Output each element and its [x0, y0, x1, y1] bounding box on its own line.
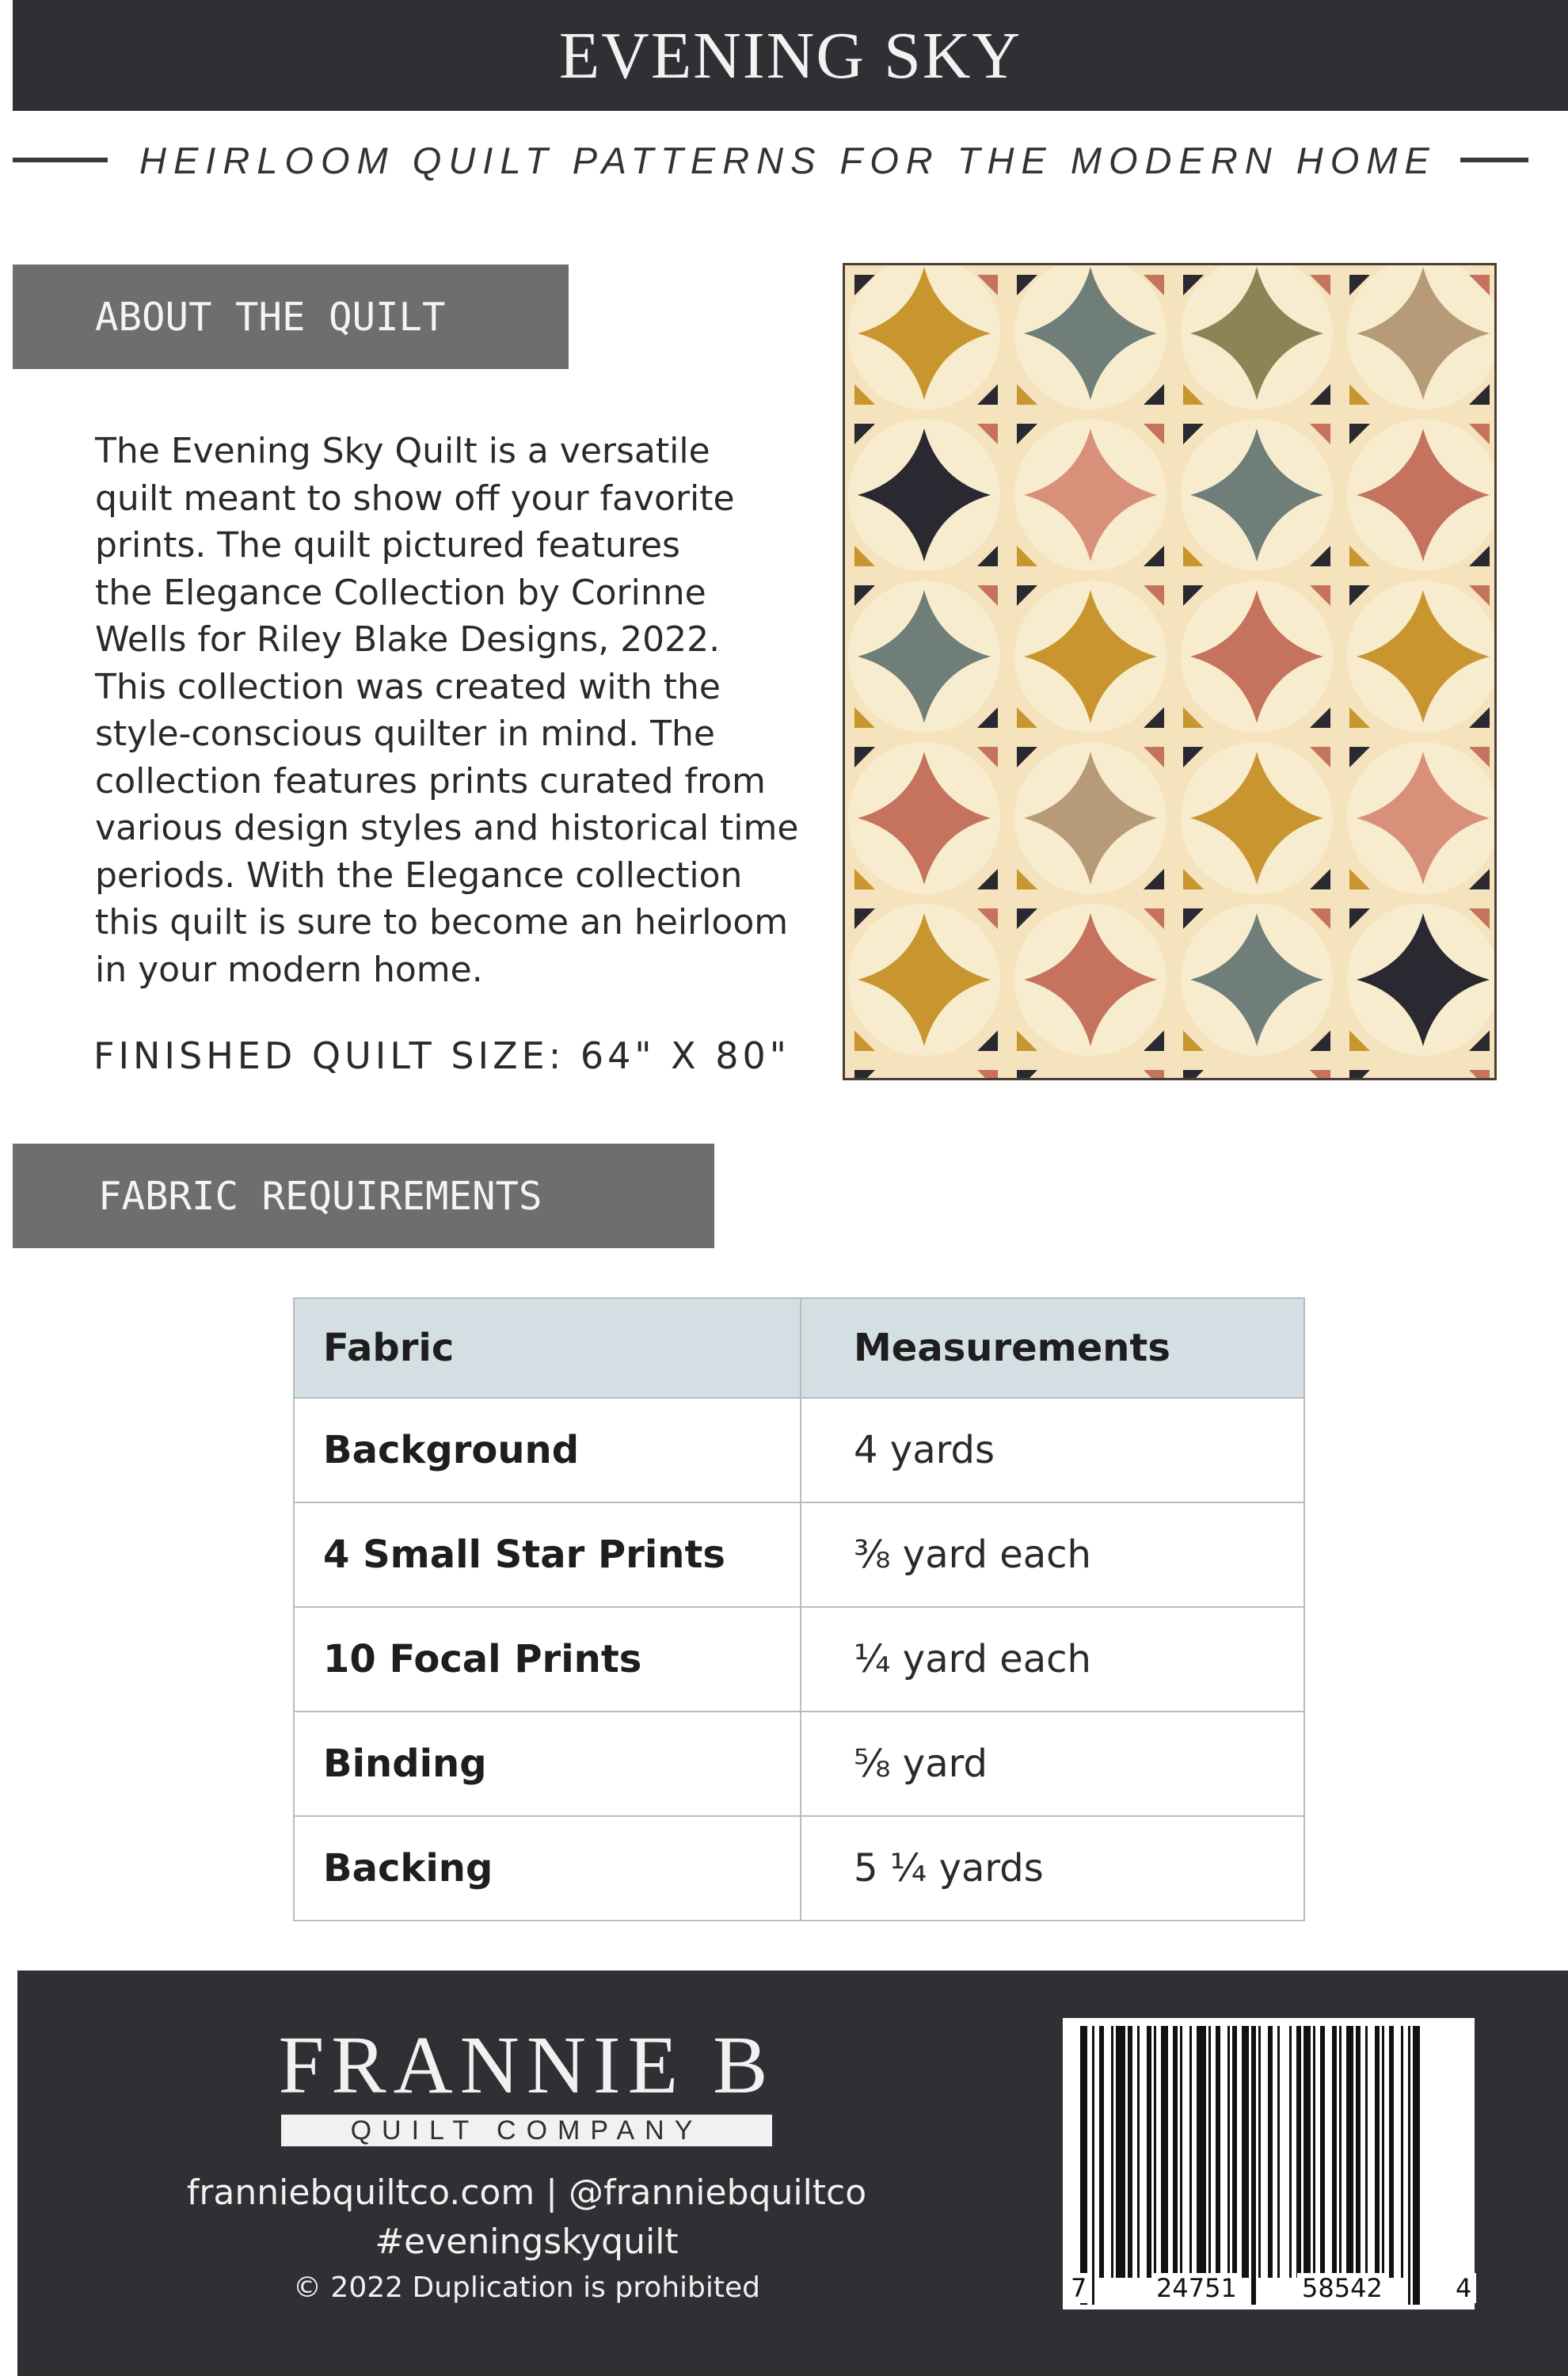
- about-section-label: ABOUT THE QUILT: [13, 265, 569, 369]
- quilt-small-star-piece: [1017, 1030, 1037, 1051]
- quilt-small-star-piece: [1183, 747, 1204, 767]
- quilt-small-star-piece: [1183, 384, 1204, 405]
- quilt-small-star-piece: [1310, 424, 1330, 444]
- quilt-small-star-piece: [1310, 546, 1330, 566]
- barcode-bar: [1189, 2026, 1192, 2278]
- barcode-bar: [1356, 2026, 1361, 2278]
- quilt-small-star-piece: [977, 546, 998, 566]
- barcode-bar: [1251, 2026, 1256, 2305]
- barcode-digit-group: 58542: [1297, 2273, 1387, 2303]
- quilt-small-star-piece: [1310, 908, 1330, 929]
- copyright: © 2022 Duplication is prohibited: [292, 2271, 761, 2304]
- about-line: in your modern home.: [95, 949, 483, 990]
- barcode-bar: [1216, 2026, 1220, 2278]
- table-row: [294, 1712, 1304, 1816]
- quilt-small-star-piece: [1183, 424, 1204, 444]
- quilt-small-star-piece: [1144, 707, 1164, 728]
- measurement-cell: ⅝ yard: [801, 1712, 1304, 1816]
- barcode-bar: [1227, 2026, 1230, 2278]
- barcode-bar: [1389, 2026, 1394, 2278]
- quilt-small-star-piece: [1183, 546, 1204, 566]
- table-header-row: [294, 1298, 1304, 1398]
- quilt-small-star-piece: [977, 1030, 998, 1051]
- barcode-bar: [1137, 2026, 1140, 2278]
- about-line: This collection was created with the: [95, 666, 721, 707]
- page-title: EVENING SKY: [558, 18, 1022, 93]
- measurement-cell: ⅜ yard each: [801, 1502, 1304, 1607]
- quilt-small-star-piece: [977, 707, 998, 728]
- brand-subtitle: QUILT COMPANY: [281, 2115, 772, 2146]
- barcode-bar: [1413, 2026, 1420, 2305]
- barcode-bar: [1173, 2026, 1178, 2278]
- fabric-cell: 10 Focal Prints: [294, 1607, 801, 1712]
- barcode-bar: [1332, 2026, 1337, 2278]
- quilt-small-star-piece: [1310, 707, 1330, 728]
- barcode-bar: [1346, 2026, 1353, 2278]
- hashtag: #eveningskyquilt: [375, 2222, 679, 2262]
- quilt-small-star-piece: [1310, 384, 1330, 405]
- quilt-small-star-piece: [977, 1070, 998, 1080]
- barcode-digit-group: 4: [1451, 2273, 1476, 2303]
- quilt-small-star-piece: [1349, 424, 1370, 444]
- barcode-bar: [1128, 2026, 1132, 2278]
- table-row: [294, 1502, 1304, 1607]
- tagline: HEIRLOOM QUILT PATTERNS FOR THE MODERN HOME: [139, 139, 1437, 181]
- quilt-small-star-piece: [977, 384, 998, 405]
- barcode-bar: [1339, 2026, 1342, 2278]
- about-line: various design styles and historical time: [95, 808, 799, 848]
- quilt-small-star-piece: [1144, 384, 1164, 405]
- quilt-small-star-piece: [1183, 908, 1204, 929]
- quilt-illustration: [845, 265, 1497, 1080]
- fabric-cell: Binding: [294, 1712, 801, 1816]
- about-line: The Evening Sky Quilt is a versatile: [95, 431, 710, 471]
- barcode-bar: [1258, 2026, 1261, 2278]
- quilt-small-star-piece: [1310, 869, 1330, 889]
- about-line: this quilt is sure to become an heirloom: [95, 902, 789, 942]
- barcode-bar: [1375, 2026, 1380, 2278]
- quilt-small-star-piece: [1144, 1030, 1164, 1051]
- barcode-bar: [1180, 2026, 1182, 2278]
- finished-quilt-size: FINISHED QUILT SIZE: 64" X 80": [93, 1034, 790, 1077]
- barcode-bar: [1099, 2026, 1104, 2278]
- quilt-small-star-piece: [1144, 1070, 1164, 1080]
- quilt-small-star-piece: [1349, 869, 1370, 889]
- quilt-small-star-piece: [1017, 1070, 1037, 1080]
- about-line: style-conscious quilter in mind. The: [95, 714, 715, 754]
- barcode-bar: [1408, 2026, 1410, 2305]
- quilt-small-star-piece: [1183, 1070, 1204, 1080]
- fabric-cell: Backing: [294, 1816, 801, 1921]
- quilt-small-star-piece: [1017, 869, 1037, 889]
- fabric-cell: Background: [294, 1398, 801, 1502]
- barcode-bar: [1365, 2026, 1368, 2278]
- website-social: franniebquiltco.com | @franniebquiltco: [186, 2172, 867, 2213]
- barcode-bar: [1296, 2026, 1301, 2278]
- quilt-small-star-piece: [1310, 1070, 1330, 1080]
- quilt-small-star-piece: [977, 908, 998, 929]
- barcode-bar: [1111, 2026, 1113, 2278]
- barcode-bar: [1232, 2026, 1237, 2278]
- quilt-small-star-piece: [1349, 1030, 1370, 1051]
- barcode-bar: [1268, 2026, 1273, 2278]
- barcode-bar: [1277, 2026, 1280, 2278]
- barcode-bar: [1382, 2026, 1384, 2278]
- table-row: [294, 1398, 1304, 1502]
- column-header-fabric: Fabric: [294, 1298, 801, 1398]
- quilt-small-star-piece: [1183, 869, 1204, 889]
- quilt-small-star-piece: [1349, 546, 1370, 566]
- barcode-bar: [1320, 2026, 1325, 2278]
- quilt-small-star-piece: [1017, 908, 1037, 929]
- quilt-small-star-piece: [1183, 585, 1204, 606]
- barcode-digits: [1063, 2273, 1475, 2305]
- measurement-cell: ¼ yard each: [801, 1607, 1304, 1712]
- barcode-bar: [1080, 2026, 1087, 2305]
- quilt-small-star-piece: [1017, 707, 1037, 728]
- fabric-cell: 4 Small Star Prints: [294, 1502, 801, 1607]
- barcode-bar: [1197, 2026, 1206, 2278]
- quilt-small-star-piece: [1349, 585, 1370, 606]
- barcode-bar: [1208, 2026, 1211, 2278]
- quilt-small-star-piece: [1349, 747, 1370, 767]
- quilt-small-star-piece: [1310, 585, 1330, 606]
- barcode-bar: [1154, 2026, 1156, 2278]
- quilt-small-star-piece: [977, 869, 998, 889]
- quilt-small-star-piece: [1017, 546, 1037, 566]
- barcode-bar: [1147, 2026, 1151, 2278]
- quilt-small-star-piece: [1310, 747, 1330, 767]
- quilt-small-star-piece: [1469, 1070, 1490, 1080]
- barcode: [1063, 2018, 1475, 2309]
- about-line: quilt meant to show off your favorite: [95, 478, 735, 519]
- quilt-small-star-piece: [1017, 747, 1037, 767]
- tagline-row: [13, 136, 1568, 184]
- barcode-bar: [1161, 2026, 1168, 2278]
- brand-logo: [269, 2020, 784, 2146]
- barcode-bars: [1063, 2018, 1475, 2309]
- measurement-cell: 4 yards: [801, 1398, 1304, 1502]
- header-bar: [13, 0, 1568, 111]
- brand-name: FRANNIE B: [278, 2020, 775, 2111]
- quilt-photo: [843, 263, 1497, 1080]
- quilt-small-star-piece: [1017, 424, 1037, 444]
- quilt-small-star-piece: [1183, 1030, 1204, 1051]
- quilt-small-star-piece: [1349, 1070, 1370, 1080]
- fabric-section-label: FABRIC REQUIREMENTS: [13, 1144, 714, 1248]
- measurement-cell: 5 ¼ yards: [801, 1816, 1304, 1921]
- about-line: the Elegance Collection by Corinne: [95, 572, 706, 613]
- about-line: periods. With the Elegance collection: [95, 855, 743, 896]
- quilt-small-star-piece: [1017, 585, 1037, 606]
- about-line: prints. The quilt pictured features: [95, 525, 680, 565]
- fabric-table: [293, 1297, 1305, 1921]
- barcode-digit-group: 7: [1066, 2273, 1091, 2303]
- quilt-small-star-piece: [1183, 707, 1204, 728]
- quilt-small-star-piece: [1349, 707, 1370, 728]
- quilt-small-star-piece: [977, 424, 998, 444]
- quilt-small-star-piece: [1349, 384, 1370, 405]
- quilt-small-star-piece: [1144, 424, 1164, 444]
- quilt-small-star-piece: [1144, 908, 1164, 929]
- barcode-bar: [1289, 2026, 1292, 2278]
- barcode-bar: [1303, 2026, 1311, 2278]
- about-description: [95, 428, 824, 993]
- quilt-small-star-piece: [1017, 384, 1037, 405]
- barcode-bar: [1313, 2026, 1315, 2278]
- quilt-small-star-piece: [977, 747, 998, 767]
- quilt-small-star-piece: [1310, 1030, 1330, 1051]
- barcode-digit-group: 24751: [1151, 2273, 1242, 2303]
- barcode-bar: [1242, 2026, 1249, 2278]
- contact-info: [119, 2168, 934, 2267]
- tagline-rule-right: [1460, 158, 1528, 162]
- quilt-small-star-piece: [1144, 869, 1164, 889]
- about-line: Wells for Riley Blake Designs, 2022.: [95, 619, 721, 660]
- barcode-bar: [1401, 2026, 1403, 2278]
- barcode-bar: [1116, 2026, 1125, 2278]
- quilt-small-star-piece: [1144, 747, 1164, 767]
- table-row: [294, 1607, 1304, 1712]
- about-line: collection features prints curated from: [95, 760, 766, 802]
- barcode-bar: [1092, 2026, 1094, 2305]
- quilt-small-star-piece: [854, 1070, 875, 1080]
- quilt-small-star-piece: [977, 585, 998, 606]
- table-row: [294, 1816, 1304, 1921]
- quilt-small-star-piece: [1144, 585, 1164, 606]
- column-header-measurements: Measurements: [801, 1298, 1304, 1398]
- quilt-small-star-piece: [1144, 546, 1164, 566]
- tagline-rule-left: [13, 158, 108, 162]
- quilt-small-star-piece: [1349, 908, 1370, 929]
